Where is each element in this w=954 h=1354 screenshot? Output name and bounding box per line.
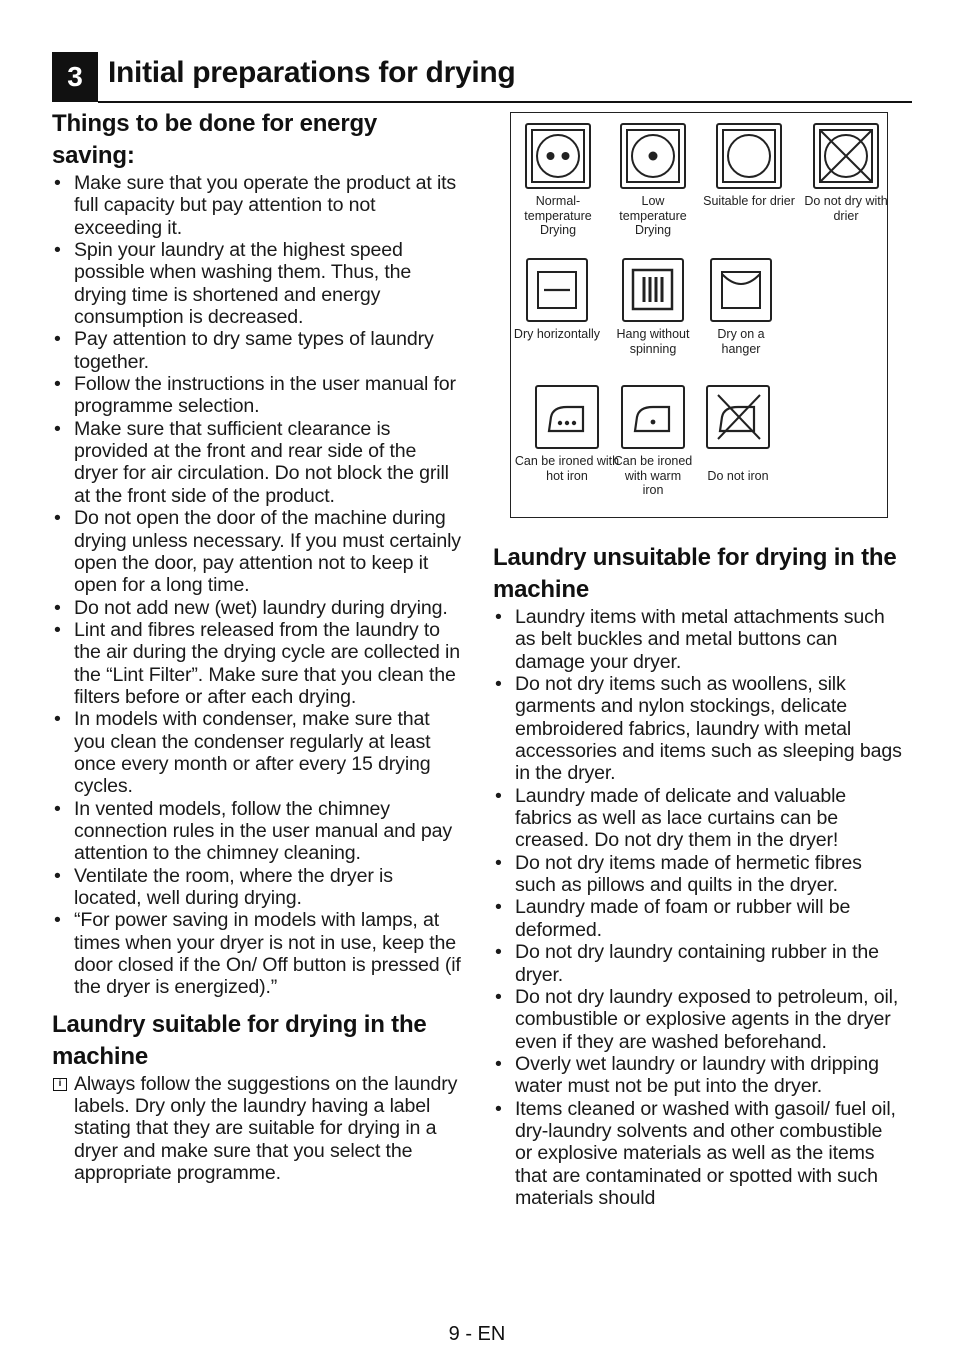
list-item: • In vented models, follow the chimney connection rules in the user manual and pay attention to the chimney cleaning. — [52, 798, 462, 865]
list-item: • “For power saving in models with lamps, at times when your dryer is not in use, keep the door closed if the On/ Off button is pressed (if the dryer is energized).” — [52, 909, 462, 998]
left-column — [52, 108, 462, 1184]
symbol-caption: Normal-temperature Drying — [524, 194, 592, 237]
list-item: • Do not open the door of the machine during drying unless necessary. If you must certainly open the door, pay attention not to keep it open for a long time. — [52, 507, 462, 596]
iron-hot-icon — [535, 385, 599, 449]
header-rule — [98, 101, 912, 103]
tumble-dry-icon — [716, 123, 782, 189]
list-item: • Pay attention to dry same types of laundry together. — [52, 328, 462, 373]
tumble-dry-normal-icon — [525, 123, 591, 189]
symbol-hang-no-spin — [605, 258, 701, 356]
symbol-caption: Do not iron — [707, 469, 769, 483]
list-item: • Do not dry items such as woollens, silk garments and nylon stockings, delicate embroidered fabrics, laundry with metal accessories and items such as sleeping bags in the dryer. — [493, 673, 903, 785]
symbol-iron-warm — [613, 385, 693, 498]
info-note-text: Always follow the suggestions on the laundry labels. Dry only the laundry having a label stating that they are suitable for drying in a dryer and make sure that you select the appropriate programme. — [74, 1072, 458, 1185]
info-note — [52, 1073, 462, 1185]
symbol-caption: Dry horizontally — [513, 327, 601, 341]
list-item: • Items cleaned or washed with gasoil/ fuel oil, dry-laundry solvents and other combustible or explosive materials as well as the items that are contaminated or spotted with such materials should — [493, 1098, 903, 1210]
tumble-dry-low-icon — [620, 123, 686, 189]
unsuitable-list — [493, 606, 903, 1209]
chapter-header — [52, 52, 912, 104]
list-item: • Laundry made of foam or rubber will be deformed. — [493, 896, 903, 941]
chapter-number: 3 — [52, 52, 98, 102]
symbol-caption: Suitable for drier — [703, 194, 795, 208]
line-dry-icon — [710, 258, 772, 322]
symbol-caption: Hang without spinning — [616, 327, 690, 356]
right-column — [493, 542, 903, 1209]
symbol-caption: Can be ironed with hot iron — [514, 454, 620, 483]
list-item: • Laundry items with metal attachments such as belt buckles and metal buttons can damage your dryer. — [493, 606, 903, 673]
list-item: • Do not dry laundry containing rubber in the dryer. — [493, 941, 903, 986]
symbol-do-not-dry — [801, 123, 891, 223]
list-item: • Do not dry laundry exposed to petroleum, oil, combustible or explosive agents in the dryer even if they are washed beforehand. — [493, 986, 903, 1053]
symbol-normal-temp — [513, 123, 603, 238]
do-not-tumble-dry-icon — [813, 123, 879, 189]
drip-dry-icon — [622, 258, 684, 322]
list-item: • Do not dry items made of hermetic fibres such as pillows and quilts in the dryer. — [493, 852, 903, 897]
symbol-no-iron — [697, 385, 779, 484]
symbol-caption: Low temperature Drying — [619, 194, 687, 237]
symbol-suitable-drier — [703, 123, 795, 209]
energy-saving-list — [52, 172, 462, 999]
symbol-hanger — [699, 258, 783, 356]
symbol-iron-hot — [513, 385, 621, 483]
list-item: • Lint and fibres released from the laundry to the air during the drying cycle are collected in the “Lint Filter”. Make sure that you clean the filters before or after each drying. — [52, 619, 462, 708]
symbol-caption: Can be ironed with warm iron — [613, 454, 693, 497]
do-not-iron-icon — [706, 385, 770, 449]
list-item: • Spin your laundry at the highest speed possible when washing them. Thus, the drying time is shortened and energy consumption is decreased. — [52, 239, 462, 328]
info-icon: i — [53, 1078, 67, 1091]
symbol-low-temp — [607, 123, 699, 238]
list-item: • Laundry made of delicate and valuable fabrics as well as lace curtains can be creased. Do not dry them in the dryer! — [493, 785, 903, 852]
page-title: Initial preparations for drying — [108, 56, 516, 89]
symbol-dry-flat — [513, 258, 601, 342]
list-item: • Make sure that sufficient clearance is provided at the front and rear side of the dryer for air circulation. Do not block the grill at the front side of the product. — [52, 418, 462, 507]
list-item: • Ventilate the room, where the dryer is located, well during drying. — [52, 865, 462, 910]
care-symbols-panel — [510, 112, 888, 518]
symbol-caption: Do not dry with drier — [804, 194, 888, 223]
list-item: • Follow the instructions in the user manual for programme selection. — [52, 373, 462, 418]
unsuitable-heading: Laundry unsuitable for drying in the machine — [493, 544, 897, 603]
energy-saving-heading: Things to be done for energy saving: — [52, 110, 378, 169]
dry-flat-icon — [526, 258, 588, 322]
suitable-heading: Laundry suitable for drying in the machine — [52, 1010, 427, 1070]
list-item: • Do not add new (wet) laundry during drying. — [52, 597, 462, 619]
list-item: • Make sure that you operate the product at its full capacity but pay attention to not exceeding it. — [52, 172, 462, 239]
iron-warm-icon — [621, 385, 685, 449]
list-item: • Overly wet laundry or laundry with dripping water must not be put into the dryer. — [493, 1053, 903, 1098]
symbol-caption: Dry on a hanger — [717, 327, 765, 356]
list-item: • In models with condenser, make sure that you clean the condenser regularly at least once every month or after every 15 drying cycles. — [52, 708, 462, 797]
page-number: 9 - EN — [448, 1323, 506, 1345]
